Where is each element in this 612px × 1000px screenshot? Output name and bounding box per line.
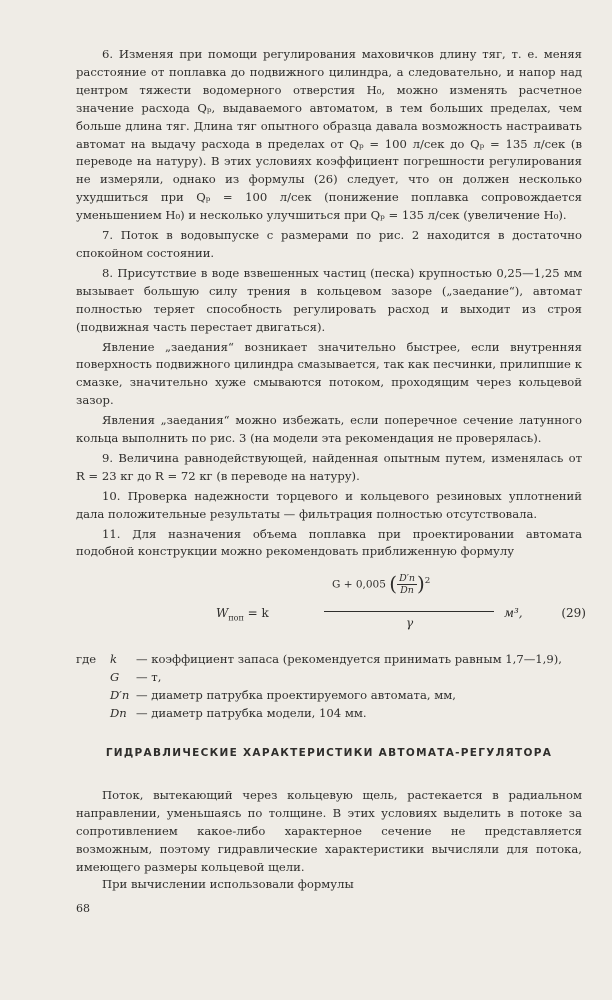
fraction-line [324,611,494,612]
paragraph-7: 7. Поток в водовыпуске с размерами по рис. 2 находится в достаточно спокойном состоянии. [76,228,582,260]
formula-denominator: γ [406,616,414,631]
paragraph-flow: Поток, вытекающий через кольцевую щель, растекается в радиальном направлении, уменьшаясь по толщине. В этих условиях выделить в потоке за сопротивлением какое-либо характерное сечение не представляется возможным, поэтому гидравлические характеристики вычисляли для потока, имеющего размеры кольцевой щели. [76,787,582,874]
paragraph-11: 11. Для назначения объема поплавка при проектировании автомата подобной конструкции можно рекомендовать приближенную формулу [76,526,582,559]
formula-lhs: $W_{поп} = k$ [216,606,269,623]
definition-row: Dп — диаметр патрубка модели, 104 мм. [110,706,367,721]
paragraph-8-jamming: Явление „заедания“ возникает значительно быстрее, если внутренняя поверхность подвижного цилиндра смазывается, так как песчинки, прилипшие к смазке, значительно хуже смываются потоком, проходящим через кольцевой зазор. [76,339,582,408]
definition-row: G — т, [110,670,162,685]
page-number: 68 [76,902,90,915]
definition-row: где k — коэффициент запаса (рекомендуется принимать равным 1,7—1,9), [76,652,562,667]
paragraph-formulas-intro: При вычислении использовали формулы [102,877,354,892]
formula-unit: м³, [504,606,523,621]
paragraph-8: 8. Присутствие в воде взвешенных частиц (песка) крупностью 0,25—1,25 мм вызывает большую силу трения в кольцевом зазоре („заедание“), автомат полностью теряет способность регулировать расход и выходит из строя (подвижная часть перестает двигаться). [76,265,582,334]
paragraph-6: 6. Изменяя при помощи регулирования маховичков длину тяг, т. е. меняя расстояние от поплавка до подвижного цилиндра, а следовательно, и напор над центром тяжести водомерного отверстия H₀, можно изменять расчетное значение расхода Qₚ, выдаваемого автоматом, в тем больших пределах, чем больше длина тяг. Длина тяг опытного образца давала возможность настраивать автомат на выдачу расхода в пределах от Qₚ = 100 л/сек до Qₚ = 135 л/сек (в переводе на натуру). В этих условиях коэффициент погрешности регулирования не измеряли, однако из формулы (26) следует, что он должен несколько ухудшиться при Qₚ = 100 л/сек (понижение поплавка сопровождается уменьшением H₀) и несколько улучшиться при Qₚ = 135 л/сек (увеличение H₀). [76,47,582,223]
paragraph-10: 10. Проверка надежности торцевого и кольцевого резиновых уплотнений дала положительные результаты — фильтрация полностью отсутствовала. [76,488,582,521]
formula-numerator: G + 0,005 ( $\frac{D'п}{Dп})^2$ [332,571,431,597]
paragraph-9: 9. Величина равнодействующей, найденная опытным путем, изменялась от R = 23 кг до R = 72 кг (в переводе на натуру). [76,450,582,483]
section-heading: ГИДРАВЛИЧЕСКИЕ ХАРАКТЕРИСТИКИ АВТОМАТА-РЕГУЛЯТОРА [105,747,553,759]
body-text [76,46,586,894]
paragraph-8-avoid: Явления „заедания“ можно избежать, если поперечное сечение латунного кольца выполнить по рис. 3 (на модели эта рекомендация не проверялась). [76,413,582,446]
formula-number: (29) [561,606,586,621]
diameter-ratio: $\frac{D'п}{Dп}$ [399,573,415,597]
symbol-definitions [76,651,582,723]
definition-row: D′п — диаметр патрубка проектируемого автомата, мм, [110,688,456,703]
formula-29 [76,565,586,647]
